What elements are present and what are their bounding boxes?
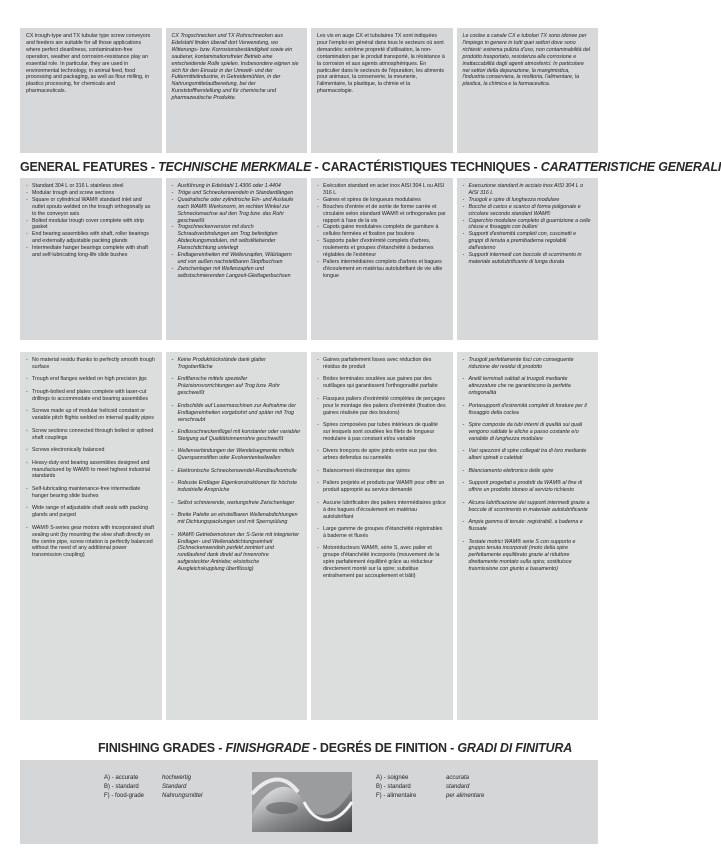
list-item: - Standard 304 L or 316 L stainless steel: [26, 183, 156, 190]
list-item: - End bearing assemblies with shaft, roller bearings and externally adjustable packing glands: [26, 231, 156, 245]
list-item: - Endlagereinheiten mit Wellenzapfen, Wälzlagern und von außen nachstellbaren Stopfbuchsen: [172, 252, 302, 266]
finish-heading-it: GRADI DI FINITURA: [457, 741, 573, 755]
list-item: - Alcuna lubrificazione dei supporti intermedi grazie a boccole di scorrimento in materiale autolubrificante: [463, 500, 593, 514]
list-item: - Spires composées par tubes intérieurs de qualité sur lesquels sont soudées les filets de longueur modulaire à pas constant et/ou variable: [317, 422, 447, 443]
list-item: - Vari spezzoni di spire collegati tra di loro mediante alberi spinati o calettati: [463, 448, 593, 462]
grade-code: F) - alimentaire: [376, 793, 417, 799]
features-section: [20, 178, 598, 340]
grade-label: Nahrungsmittel: [162, 793, 203, 799]
list-item: - Truogoli perfettamente lisci con conseguente riduzione dei residui di prodotto: [463, 357, 593, 371]
list-item: - Esecuzione standard in acciaio inox AISI 304 L o AISI 316 L: [463, 183, 593, 197]
list-item: - Trough end flanges welded on high precision jigs: [26, 376, 156, 383]
list-item: - Self-lubricating maintenance-free intermediate hanger bearing slide bushes: [26, 486, 156, 500]
grade-row: [104, 792, 202, 801]
grade-row: [376, 774, 484, 783]
list-item: - Paliers projetés et produits par WAM® pour offrir un produit approprié au service demandé: [317, 480, 447, 494]
features-de: [166, 178, 308, 340]
grade-label: Standard: [162, 784, 187, 790]
grade-label: hochwertig: [162, 775, 192, 781]
list-item: - Flasques paliers d'extrémité complètes de perçages pour le montage des paliers d'extrémité (fixation des gaines réalisée par des boulons): [317, 396, 447, 417]
list-item: - Divers tronçons de spire joints entre eux par des arbres defendus ou cannelés: [317, 448, 447, 462]
intro-it: Le coclee a canale CX e tubolari TX sono idonee per l'impiego in genere in tutti quei settori dove sono richiesti: estrema pulizia d'uso, non contaminabilità del prodotto trasportato, resistenza alla corrosione e inattaccabilità dagli agenti atmosferici. In particolare nei settori della depurazione, la mangimistica, l'industria conserviera, la molitoria, l'alimentare, la plastica, la chimica e la farmaceutica.: [457, 28, 599, 153]
list-item: - Gaines et spires de longueurs modulaires: [317, 197, 447, 204]
list-item: - Tröge und Schneckenwendeln in Standardlängen: [172, 190, 302, 197]
grades-list-fr-it: [376, 774, 484, 801]
finish-heading-de: FINISHGRADE: [225, 741, 310, 755]
list-item: - Bilanciamento elettronico delle spire: [463, 468, 593, 475]
list-item: - Elektronische Schneckenwendel-Rundlaufkontrolle: [172, 468, 302, 475]
list-item: - Intermediate hanger bearings complete with shaft and self-lubricating long-life slide bushes: [26, 245, 156, 259]
list-item: - Ausführung in Edelstahl 1.4306 oder 1.4404: [172, 183, 302, 190]
grade-code: A) - accurate: [104, 775, 139, 781]
intro-de: CX Trogschnecken und TX Rohrschnecken aus Edelstahl finden überall dort Verwendung, wo Witterungs- bzw. Korrosionsbeständigkeit sowie ein sauberer, kontaminationsfreier Betrieb eine entscheidende Rolle spielen. Insbesondere eignen sie sich für den Einsatz in der Umwelt- und der Futtermittelindustrie, in Getreidemühlen, in der Nahrungsmittelaufbereitung, bei der Kunststoffherstellung und für chemische und pharmazeutische Produkte.: [166, 28, 308, 153]
heading-it: CARATTERISTICHE GENERALI: [540, 160, 721, 174]
finish-heading-fr: - DEGRÉS DE FINITION -: [309, 741, 458, 755]
finishing-grades-panel: [20, 760, 598, 844]
list-item: - Aucune lubrification des paliers intermédiaires grâce à des bagues d'écoulement en matériau autolubrifiant: [317, 500, 447, 521]
list-item: - Portasupporti d'estremità completi di forature per il fissaggio della coclea: [463, 403, 593, 417]
grade-label: accurata: [446, 775, 470, 781]
list-item: - Coperchio modulare completo di guarnizione a celle chiuse e fissaggio con bulloni: [463, 218, 593, 232]
finish-heading-en: FINISHING GRADES -: [98, 741, 226, 755]
list-item: - Paliers intermédiaires complets d'arbres et bagues d'écoulement en matériau autolubrifiant de vie utile longue: [317, 259, 447, 280]
list-item: - Selbst schmierende, wartungsfreie Zwischenlager: [172, 500, 302, 507]
list-item: - Anelli terminali saldati ai truogoli mediante attrezzature che ne garantiscono la perfetta ortogonalità: [463, 376, 593, 397]
list-item: - Endflansche mittels spezieller Präzisionsvorrichtungen auf Trog bzw. Rohr geschweißt: [172, 376, 302, 397]
general-features-heading: [20, 160, 721, 174]
finishing-grades-heading: [98, 741, 676, 755]
intro-en: CX trough-type and TX tubular type screw conveyors and feeders are suitable for all those applications where perfect cleanliness, contamination-free operation, weather and corrosion-resistance play an essential role. In particular, they are used in environmental technology, in animal feed, food processing and packaging, as well as flour milling, in plastics processing, for chemicals and pharmaceuticals.: [20, 28, 162, 153]
intro-section: [20, 28, 598, 153]
list-item: - Motoréducteurs WAM®, série S, avec palier et groupe d'étanchéité incorporés (mouvement de la spire parfaitement équilibré grâce au réducteur directement monté sur la spire; substitue entraînement par accouplement et bâti): [317, 545, 447, 580]
grades-list-en-de: [104, 774, 202, 801]
list-item: - Brides terminales soudées aux gaines par des outillages qui garantissent l'orthogonalité parfaite: [317, 376, 447, 390]
grade-code: F) - food-grade: [104, 793, 145, 799]
list-item: - Endlosschneckenflügel mit konstanter oder variabler Steigung auf Qualitätsinnenrohre geschweißt: [172, 429, 302, 443]
list-item: - No material residu thanks to perfectly smooth trough surface: [26, 357, 156, 371]
grade-label: standard: [446, 784, 470, 790]
intro-fr: Les vis en auge CX et tubulaires TX sont indiquées pour l'emploi en général dans tous le secteurs où sont demandés: extrême propreté d'utilisation, la non-contamination par le produit transporté, la résistance à la corrosion et aux agents atmosphériques. En particulier dans le secteurs de l'épuration, les aliments pour animaux, la conserverie, la meunerie, l'alimentaire, la plastique, la chimie et la pharmacologie.: [311, 28, 453, 153]
features-it: [457, 178, 599, 340]
grade-row: [104, 774, 202, 783]
heading-fr: - CARACTÉRISTIQUES TECHNIQUES -: [311, 160, 541, 174]
list-item: - Square or cylindrical WAM® standard inlet and outlet spouts welded on the trough orthogonally as to the conveyor axis: [26, 197, 156, 218]
grade-code: B) - standard: [104, 784, 139, 790]
list-item: - Wellenverbindungen der Wendelsegmente mittels Querspannstiften oder Evolventenkeilwellen: [172, 448, 302, 462]
list-item: - Breite Palette an einstellbaren Wellenabdichtungen mit Dichtungspackungen und mit Sperrspülung: [172, 512, 302, 526]
grade-label: per alimentare: [446, 793, 485, 799]
list-item: - Zwischenlager mit Wellenzapfen und selbstschmierenden Langzeit-Gleitlagerbuchsen: [172, 266, 302, 280]
list-item: - Wide range of adjustable shaft seals with packing glands and purged: [26, 505, 156, 519]
list-item: - Screw sections connected through bolted or splined shaft couplings: [26, 428, 156, 442]
list-item: - Bouches d'entrée et de sortie de forme carrée et circulaire selon standard WAM® et orthogonales par rapport à l'axe de la vis: [317, 204, 447, 225]
list-item: - Screws made up of modular helicoid constant or variable pitch flights welded on internal quality pipes: [26, 408, 156, 422]
benefits-fr: [311, 352, 453, 720]
benefits-de: [166, 352, 308, 720]
features-en: [20, 178, 162, 340]
list-item: - Robuste Endlager Eigenkonstruktionen für höchste industrielle Ansprüche: [172, 480, 302, 494]
list-item: - WAM® Getriebemotoren der S-Serie mit integrierter Endlager- und Wellenabdichtungseinheit (Schneckenwendeln perfekt zentriert und rundlaufend dank direkt auf Innenrohre aufgesteckter Antriebe; eksistische Ausgleichskupplung überflüssig): [172, 532, 302, 573]
list-item: - Endschilde auf Lasermaschinen zur Aufnahme der Endlagereinheiten vorgebohrt und später mit Trog verschraubt: [172, 403, 302, 424]
heading-en: GENERAL FEATURES -: [20, 160, 159, 174]
grade-row: [376, 783, 484, 792]
list-item: - Trough-bolted end plates complete with laser-cut drillings to accommodate end bearing assemblies: [26, 389, 156, 403]
list-item: - Balancement électronique des spires: [317, 468, 447, 475]
list-item: - Supporti progettati e prodotti da WAM® al fine di offrire un prodotto idoneo al servizio richiesto: [463, 480, 593, 494]
list-item: - Capots gaine modulaires complets de garniture à cellules fermées et fixation par boulons: [317, 224, 447, 238]
list-item: - Truogoli e spire di lunghezza modulare: [463, 197, 593, 204]
list-item: - Heavy-duty end bearing assemblies designed and manufactured by WAM® to meet highest industrial standards: [26, 460, 156, 481]
list-item: - Large gamme de groupes d'étanchéité régistrables à baderne et fluxés: [317, 526, 447, 540]
grade-code: B) - standard: [376, 784, 411, 790]
list-item: - Bolted modular trough cover complete with strip gasket: [26, 218, 156, 232]
list-item: - Supporti d'estremità completi con, cuscinetti e gruppi di tenuta a premibaderna regolabili dall'esterno: [463, 231, 593, 252]
list-item: - Testate motrici WAM® serie S con supporto e gruppo tenuta incorporati (moto della spire perfettamente equilibrato grazie al riduttore direttamente montato sulla spira; sostituisce trasmissione con giunto e basamento): [463, 539, 593, 574]
screw-flight-image: [252, 772, 352, 832]
benefits-section: [20, 352, 598, 720]
grade-code: A) - soignée: [376, 775, 409, 781]
list-item: - Ampia gamma di tenute: registrabili, a baderna e flussate: [463, 519, 593, 533]
list-item: - WAM® S-series gear motors with incorporated shaft sealing unit (by mounting the slow shaft directly on the centre pipe, screw rotation is perfectly balanced without the need of any additional power transmission coupling): [26, 525, 156, 560]
grade-row: [104, 783, 202, 792]
list-item: - Bocche di carico e scarico di forma poligonale e circolare secondo standard WAM®: [463, 204, 593, 218]
list-item: - Supports palier d'extrémité complets d'arbres, roulements et groupes d'étanchéité à bedarnes réglables de l'extérieur: [317, 238, 447, 259]
benefits-it: [457, 352, 599, 720]
list-item: - Screws electronically balanced: [26, 447, 156, 454]
list-item: - Quadratische oder zylindrische Ein- und Auslaufe nach WAM® Werksnorm, im rechten Winkel zur Schneckenachse auf den Trog bzw. das Rohr geschweißt: [172, 197, 302, 225]
list-item: - Gaines parfaitement lisses avec réduction des résidus de produit: [317, 357, 447, 371]
list-item: - Trogschneckenversion mit durch Schraubverbindungen am Trog befestigten Abdeckungsmodulen, mit selbstklebender Flanschdichtung unterlegt: [172, 224, 302, 252]
list-item: - Supporti intermedi con boccole di scorrimento in materiale autolubrificante di lunga durata: [463, 252, 593, 266]
list-item: - Keine Produktrückstände dank glatter Trogoberfläche: [172, 357, 302, 371]
grade-row: [376, 792, 484, 801]
list-item: - Spire composte da tubi interni di qualità sui quali vengono saldate le eliche a passo costante e/o variabile di lunghezza modulare: [463, 422, 593, 443]
heading-de: TECHNISCHE MERKMALE: [158, 160, 312, 174]
list-item: - Modular trough and screw sections: [26, 190, 156, 197]
list-item: - Exécution standard en acier inox AISI 304 L ou AISI 316 L: [317, 183, 447, 197]
features-fr: [311, 178, 453, 340]
benefits-en: [20, 352, 162, 720]
